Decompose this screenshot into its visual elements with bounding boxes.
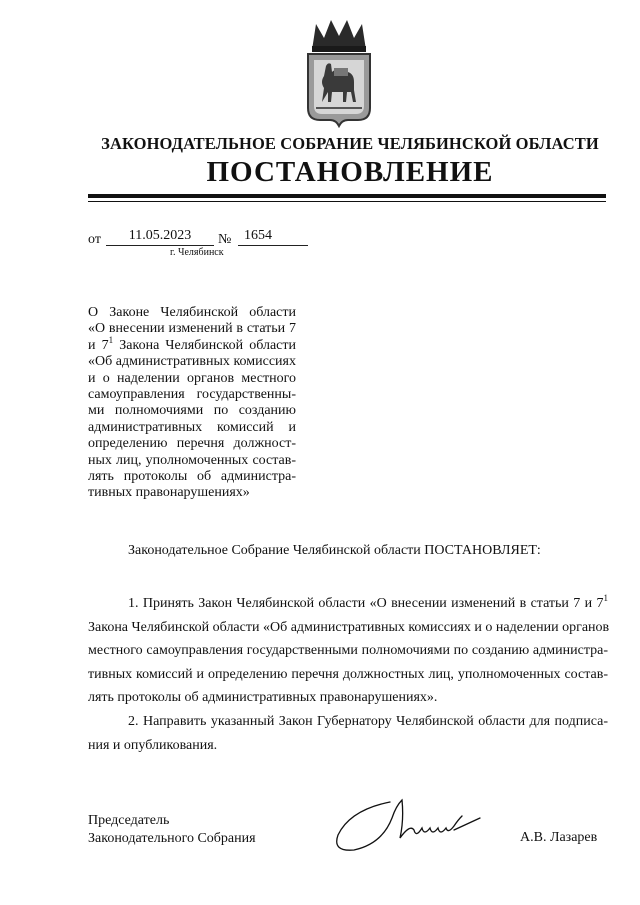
subject-line: лять протоколы об администра- [88,469,296,485]
subject-line: и о наделении органов местного [88,370,296,386]
subject-line: самоуправления государственны- [88,387,296,403]
document-date: 11.05.2023 [106,228,214,246]
subject-line: ных лиц, уполномоченных состав- [88,452,296,468]
organization-name: ЗАКОНОДАТЕЛЬНОЕ СОБРАНИЕ ЧЕЛЯБИНСКОЙ ОБЛАСТИ [101,134,599,153]
position-line: Председатель [88,813,170,828]
subject-line: «Об административных комиссиях [88,354,296,370]
subject-line: «О внесении изменений в статьи 7 [88,321,296,337]
date-prefix: от [88,232,101,247]
header-rule-thin [88,201,606,202]
signatory-position [88,812,256,848]
subject-line: административных комиссий и [88,419,296,435]
number-prefix: № [218,232,232,247]
superscript: 1 [108,334,114,345]
subject-line: определению перечня должност- [88,436,296,452]
coat-of-arms-icon [298,16,380,128]
paragraph-line: лять протоколы об административных правонарушениях». [88,690,438,705]
handwritten-signature [330,790,490,860]
subject-line: тивных правонарушениях» [88,485,250,501]
paragraph-2 [88,710,608,757]
subject-line: О Законе Челябинской области [88,305,296,320]
resolution-statement: Законодательное Собрание Челябинской области ПОСТАНОВЛЯЕТ: [128,543,541,558]
paragraph-line: ния и опубликования. [88,737,218,753]
paragraph-line: 2. Направить указанный Закон Губернатору Челябинской области для подписа- [128,714,608,729]
superscript: 1 [603,593,608,603]
header-rule-thick [88,194,606,198]
paragraph-line: местного самоуправления государственными полномочиями по созданию администра- [88,643,608,658]
subject-block [88,305,296,502]
paragraph-line: Закона Челябинской области «Об административных комиссиях и о наделении органов [88,619,610,635]
document-type-title: ПОСТАНОВЛЕНИЕ [206,156,494,188]
subject-line-with-superscript: и $7^1$ Закона Челябинской области [88,334,296,353]
signer-name: А.В. Лазарев [520,830,598,845]
document-number: 1654 [238,228,308,246]
position-line: Законодательного Собрания [88,831,256,846]
paragraph-line: тивных комиссий и определению перечня должностных лиц, уполномоченных состав- [88,666,608,682]
paragraph-line: 1. Принять Закон Челябинской области «О внесении изменений в статьи 7 и $7^1$ [128,593,608,611]
paragraph-1 [88,592,608,710]
subject-line: ми полномочиями по созданию [88,403,296,419]
city-label: г. Челябинск [170,247,224,258]
